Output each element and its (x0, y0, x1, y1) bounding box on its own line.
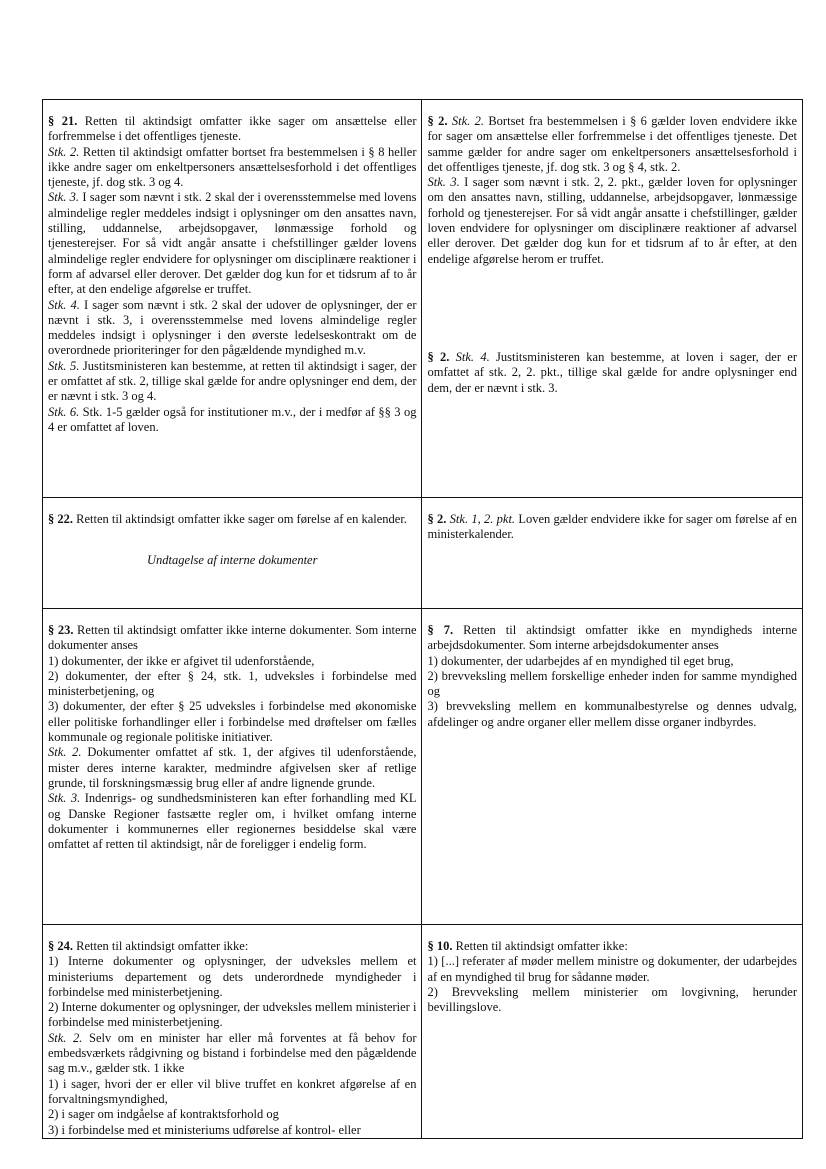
paragraph (427, 939, 797, 954)
paragraph (48, 359, 416, 405)
subsection-label: Stk. 2. (48, 745, 82, 760)
paragraph-text: Justitsministeren kan bestemme, at loven i sager, der er omfattet af stk. 2, 2. pkt., tillige skal gælde for andre oplysninger end dem, der er nævnt i stk. 3. (427, 349, 798, 395)
paragraph (427, 512, 797, 543)
section-number: § 2. (427, 512, 447, 526)
subsection-label: Stk. 6. (48, 404, 80, 419)
paragraph (427, 114, 797, 175)
paragraph-text: Retten til aktindsigt omfatter ikke sager om ansættelse eller forfremmelse i det offentliges tjeneste. (48, 114, 417, 144)
paragraph (48, 298, 416, 359)
section-number: § 7. (427, 623, 454, 637)
section-number: § 23. (48, 623, 74, 637)
subsection-label: Stk. 2. (48, 144, 80, 159)
subsection-label: Stk. 2. (447, 114, 484, 128)
list-item: 1) [...] referater af møder mellem ministre og dokumenter, der udarbejdes af en myndighed til brug for sådanne møder. (427, 954, 797, 984)
list-item: 2) dokumenter, der efter § 24, stk. 1, udveksles i forbindelse med ministerbetjening, og (48, 668, 417, 699)
list-item: 3) brevveksling mellem en kommunalbestyrelse og dennes udvalg, afdelinger og andre organer eller mellem disse organer indbyrdes. (427, 699, 797, 729)
list-item: 2) Brevveksling mellem ministerier om lovgivning, herunder bevillingslove. (427, 984, 797, 1015)
paragraph-text: Justitsministeren kan bestemme, at retten til aktindsigt i sager, der er omfattet af stk. 2, tillige skal gælde for andre oplysninger end dem, der er nævnt i stk. 3 og 4. (48, 358, 417, 404)
section-number: § 21. (48, 114, 78, 128)
paragraph (48, 145, 416, 191)
right-cell (422, 498, 803, 609)
right-cell (422, 925, 803, 1139)
paragraph-text: I sager som nævnt i stk. 2 skal der i overensstemmelse med lovens almindelige regler meddeles indsigt i oplysninger om den ansattes navn, stilling, uddannelse, arbejdsopgaver, lønmæssige forhold og tjenesterejser. For så vidt angår ansatte i chefstillinger gælder lovens almindelige regler endvidere for oplysninger om disciplinære reaktioner i form af advarsel eller derover. Det gælder dog kun for et tidsrum af to år efter, at den endelige afgørelse er truffet. (48, 190, 417, 297)
list-item: 3) i forbindelse med et ministeriums udførelse af kontrol- eller (48, 1122, 361, 1137)
paragraph-text: Stk. 1-5 gælder også for institutioner m.v., der i medfør af §§ 3 og 4 er omfattet af loven. (48, 404, 417, 434)
left-cell (43, 925, 422, 1139)
paragraph (427, 350, 797, 396)
paragraph-text: Retten til aktindsigt omfatter ikke: (73, 939, 249, 953)
paragraph (48, 1031, 416, 1077)
list-item: 1) Interne dokumenter og oplysninger, der udveksles mellem et ministeriums departement og dets underordnede myndigheder i forbindelse med ministerbetjening. (48, 954, 417, 999)
paragraph-text: Loven gælder endvidere ikke for sager om førelse af en ministerkalender. (427, 512, 798, 542)
paragraph-text: Selv om en minister har eller må forventes at få behov for embedsværkets rådgivning og bistand i forbindelse med den pågældende sag m.v., gælder stk. 1 ikke (48, 1030, 417, 1076)
paragraph-text: Retten til aktindsigt omfatter ikke: (452, 939, 628, 953)
list-item: 2) i sager om indgåelse af kontraktsforhold og (48, 1107, 279, 1122)
left-cell (43, 609, 422, 925)
paragraph-text: Retten til aktindsigt omfatter ikke interne dokumenter. Som interne dokumenter anses (48, 623, 417, 653)
paragraph-text: Dokumenter omfattet af stk. 1, der afgives til udenforstående, mister deres interne karakter, medmindre afgivelsen sker af retlige grunde, til forskningsmæssig brug eller af andre lignende grunde. (48, 745, 417, 790)
list-item: 1) dokumenter, der ikke er afgivet til udenforstående, (48, 653, 315, 668)
paragraph-text: I sager som nævnt i stk. 2 skal der udover de oplysninger, der er nævnt i stk. 3, i overensstemmelse med lovens almindelige regler meddeles indsigt i oplysninger i den øverste ledelseskontrakt om de overordnede prioriteringer for den pågældende myndighed m.v. (48, 297, 417, 358)
paragraph (48, 623, 416, 654)
subsection-label: Stk. 3. (48, 791, 81, 806)
paragraph (48, 114, 416, 145)
paragraph-text: Retten til aktindsigt omfatter ikke sager om førelse af en kalender. (73, 512, 407, 526)
paragraph (48, 939, 416, 954)
section-heading: Undtagelse af interne dokumenter (147, 553, 318, 568)
list-item: 3) dokumenter, der efter § 25 udveksles i forbindelse med økonomiske eller politiske forhandlinger eller i forbindelse med drøftelser om fælles kommunale og regionale politiske initiativer. (48, 699, 417, 745)
table-row (43, 498, 803, 609)
subsection-label: Stk. 2. (48, 1030, 83, 1045)
section-number: § 2. (427, 349, 450, 364)
subsection-label: Stk. 5. (48, 358, 80, 373)
subsection-label: Stk. 1, 2. pkt. (446, 512, 516, 526)
left-cell (43, 100, 422, 498)
table-row (43, 100, 803, 498)
paragraph-text: Retten til aktindsigt omfatter bortset fra bestemmelsen i § 8 heller ikke andre sager om enkeltpersoners ansættelsesforhold i det offentliges tjeneste, jf. dog stk. 3 og 4. (48, 144, 417, 190)
subsection-label: Stk. 3. (48, 190, 80, 205)
subsection-label: Stk. 4. (449, 349, 490, 364)
list-item: 2) Interne dokumenter og oplysninger, der udveksles mellem ministerier i forbindelse med ministerbetjening. (48, 1000, 417, 1030)
table-row (43, 609, 803, 925)
paragraph-text: Bortset fra bestemmelsen i § 6 gælder loven endvidere ikke for sager om ansættelse eller forfremmelse i det offentliges tjeneste. Det samme gælder for andre sager om enkeltpersoners ansættelsesforhold i det offentliges tjeneste, jf. dog stk. 3 og § 4, stk. 2. (427, 114, 797, 174)
paragraph (427, 175, 797, 267)
left-cell (43, 498, 422, 609)
paragraph (48, 190, 416, 297)
paragraph (48, 791, 416, 852)
section-number: § 10. (427, 939, 453, 953)
section-number: § 2. (427, 114, 448, 128)
section-number: § 24. (48, 939, 73, 953)
right-cell (422, 100, 803, 498)
subsection-label: Stk. 3. (427, 175, 460, 190)
paragraph (48, 405, 416, 436)
paragraph (48, 745, 416, 791)
right-cell (422, 609, 803, 925)
paragraph-text: I sager som nævnt i stk. 2, 2. pkt., gælder loven for oplysninger om den ansattes navn, stilling, uddannelse, arbejdsopgaver, lønmæssige forhold og tjenesterejser. For så vidt angår ansatte i chefstillinger, gælder loven endvidere for oplysninger om disciplinære reaktioner af advarsel eller derover. Det gælder dog kun for et tidsrum af to år efter, at den endelige afgørelse herom er truffet. (427, 175, 797, 266)
subsection-label: Stk. 4. (48, 297, 80, 312)
paragraph-text: Indenrigs- og sundhedsministeren kan efter forhandling med KL og Danske Regioner fastsætte regler om, i hvilket omfang interne dokumenter i kommunernes eller regionernes besiddelse skal være omfattet af retten til aktindsigt, når de foreligger i endelig form. (48, 791, 417, 852)
list-item: 1) i sager, hvori der er eller vil blive truffet en konkret afgørelse af en forvaltningsmyndighed, (48, 1076, 417, 1106)
paragraph-text: Retten til aktindsigt omfatter ikke en myndigheds interne arbejdsdokumenter. Som interne arbejdsdokumenter anses (427, 623, 798, 653)
comparison-table (42, 99, 803, 1139)
list-item: 2) brevveksling mellem forskellige enheder inden for samme myndighed og (427, 668, 797, 699)
table-row (43, 925, 803, 1139)
section-number: § 22. (48, 512, 73, 526)
paragraph (48, 512, 416, 527)
paragraph (427, 623, 797, 654)
list-item: 1) dokumenter, der udarbejdes af en myndighed til eget brug, (427, 653, 734, 668)
